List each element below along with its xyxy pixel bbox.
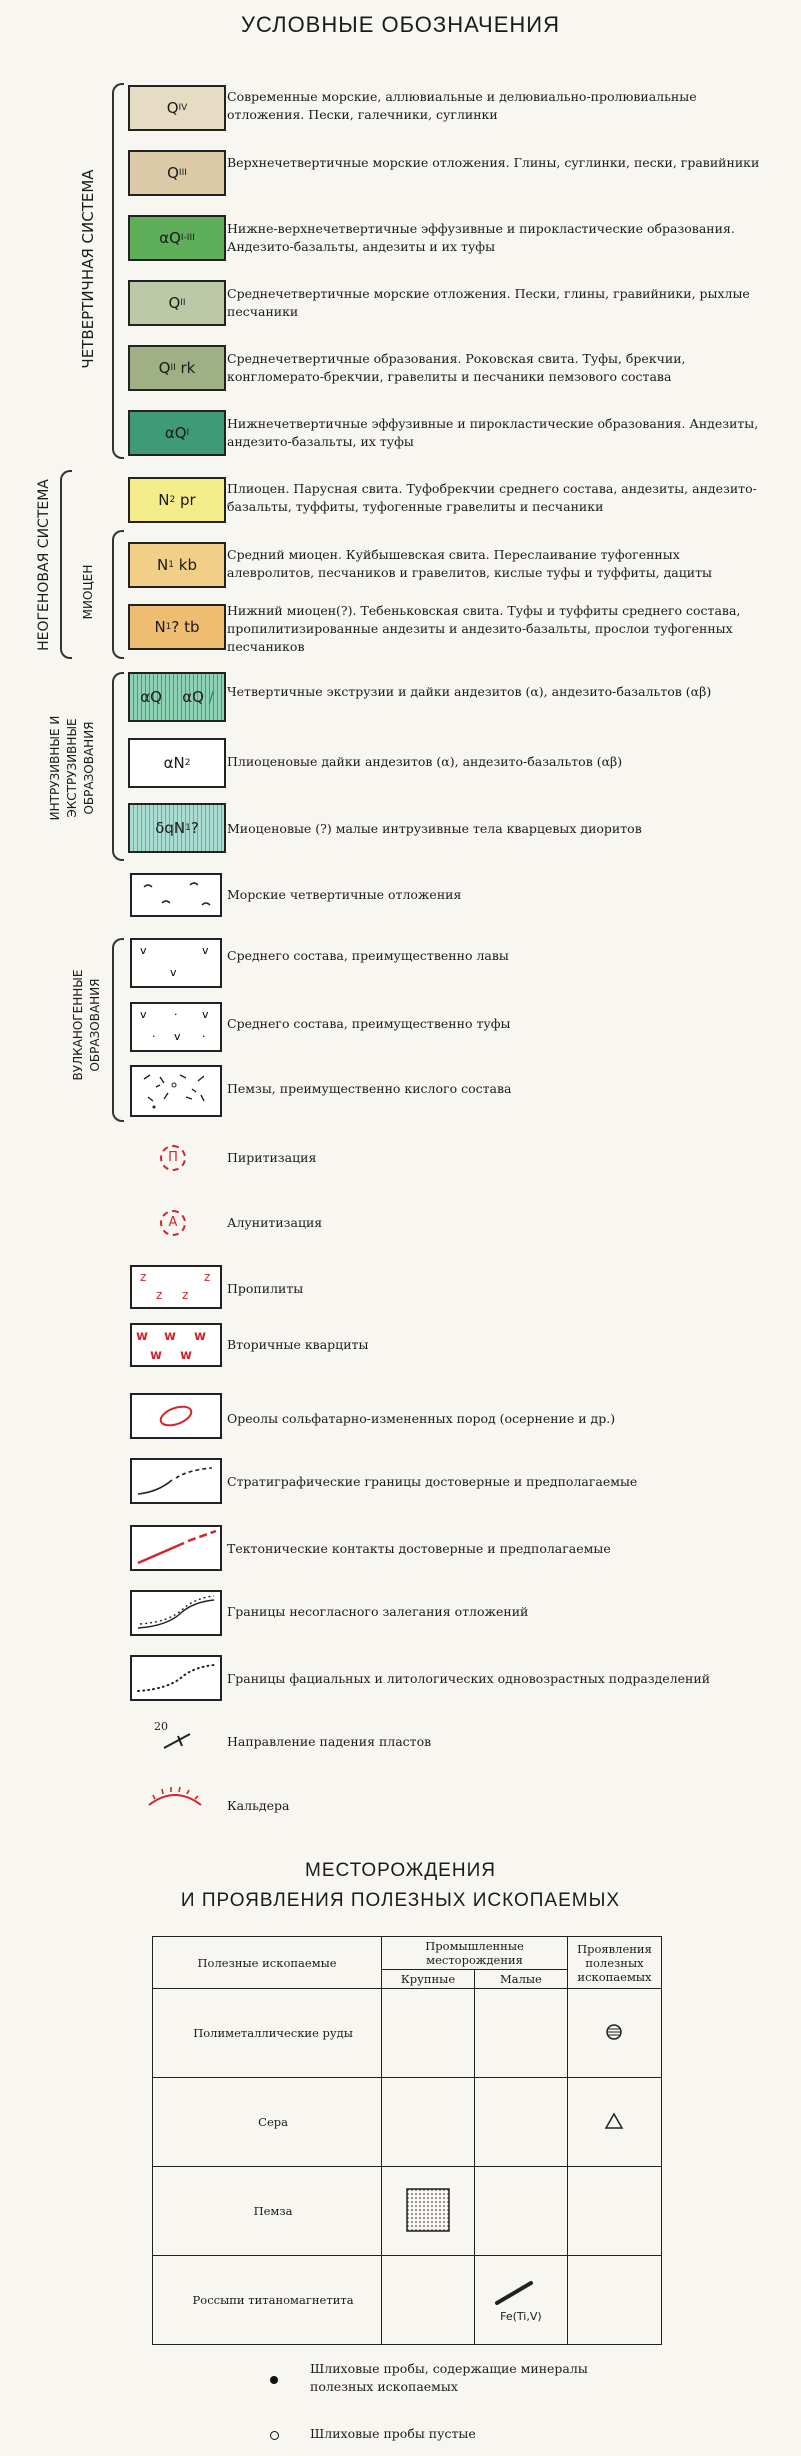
svg-text:w: w (136, 1329, 149, 1344)
table-row (153, 2256, 662, 2345)
swatch-aq1-3: αQ I-III (128, 215, 226, 261)
swatch-qii: Q II (128, 280, 226, 326)
cell-empty (382, 1989, 475, 2078)
lava-symbol (130, 938, 222, 988)
desc-facies: Границы фациальных и литологических одновозрастных подразделений (227, 1671, 711, 1686)
cell-empty (474, 1989, 567, 2078)
sample-filled-icon (270, 2376, 278, 2384)
desc-propylite: Пропилиты (227, 1281, 304, 1296)
pyrite-icon: П (160, 1145, 186, 1171)
desc-marine: Морские четвертичные отложения (227, 887, 462, 902)
swatch-qii-rk: Q II rk (128, 345, 226, 391)
swatch-aq1: αQ I (128, 410, 226, 456)
quaternary-label: ЧЕТВЕРТИЧНАЯ СИСТЕМА (79, 169, 97, 369)
cell-empty (382, 2256, 475, 2345)
svg-text:·: · (152, 1030, 156, 1043)
lava-v-icon (132, 940, 220, 986)
col-small: Малые (474, 1970, 567, 1989)
cell-empty (567, 2167, 661, 2256)
quaternary-bracket (112, 83, 124, 459)
col-occurrences: Проявления полезных ископаемых (567, 1937, 661, 1989)
desc-pyrite: Пиритизация (227, 1150, 317, 1165)
aq-dyke-label-b: αQ / (182, 688, 214, 706)
pumice-symbol (130, 1065, 222, 1117)
intrusive-label-text: ИНТРУЗИВНЫЕ И ЭКСТРУЗИВНЫЕ ОБРАЗОВАНИЯ (48, 715, 96, 821)
cell-empty (474, 2167, 567, 2256)
titanomagnetite-placer-icon (491, 2277, 551, 2307)
svg-text:v: v (174, 1030, 181, 1043)
unconformity-symbol (130, 1590, 222, 1636)
svg-text:v: v (202, 1008, 209, 1021)
desc-n1tb: Нижний миоцен(?). Тебеньковская свита. Туфы и туффиты среднего состава, пропилитизированные андезиты и андезито-базальты, прослои туфогенных песчаников (227, 603, 741, 654)
fe-label: Fe(Ti,V) (500, 2310, 542, 2323)
neogene-label-text: НЕОГЕНОВАЯ СИСТЕМА (36, 479, 52, 651)
swatch-n2pr: N 2 pr (128, 477, 226, 523)
dip-arrow-icon (150, 1720, 210, 1754)
row-sulfur: Сера (153, 2078, 382, 2167)
desc-caldera: Кальдера (227, 1798, 290, 1813)
desc-aq-extrusive: Четвертичные экструзии и дайки андезитов (α), андезито-базальтов (αβ) (227, 684, 712, 699)
miocene-label: МИОЦЕН (81, 564, 95, 620)
neogene-label (35, 470, 75, 660)
volcanic-label (70, 940, 110, 1110)
desc-halo: Ореолы сольфатарно-измененных пород (осернение и др.) (227, 1411, 616, 1426)
svg-text:w: w (150, 1348, 163, 1363)
swatch-n1kb: N 1 kb (128, 542, 226, 588)
deposits-table (152, 1936, 662, 2345)
swatch-aq-extrusive (128, 672, 226, 722)
alunite-icon: А (160, 1210, 186, 1236)
sulfur-icon-cell (567, 2078, 661, 2167)
col-industrial: Промышленные месторождения (382, 1937, 568, 1970)
desc-qii-rk: Среднечетвертичные образования. Роковская свита. Туфы, брекчии, конгломерато-брекчии, гравелиты и песчаники пемзового состава (227, 351, 686, 384)
desc-dqn1: Миоценовые (?) малые интрузивные тела кварцевых диоритов (227, 821, 642, 836)
polymetal-icon-cell (567, 1989, 661, 2078)
deposits-title-1: МЕСТОРОЖДЕНИЯ (305, 1860, 496, 1881)
svg-text:v: v (140, 1008, 147, 1021)
swatch-dqn1: δqN 1 ? (128, 803, 226, 853)
desc-tuff: Среднего состава, преимущественно туфы (227, 1016, 511, 1031)
svg-text:w: w (194, 1329, 207, 1344)
svg-text:v: v (202, 944, 209, 957)
marine-wave-icon (132, 875, 220, 915)
desc-alunite: Алунитизация (227, 1215, 323, 1230)
halo-symbol (130, 1393, 222, 1439)
row-polymetal: Полиметаллические руды (153, 1989, 382, 2078)
svg-text:z: z (140, 1270, 147, 1284)
volcanic-label-text: ВУЛКАНОГЕННЫЕ ОБРАЗОВАНИЯ (71, 969, 102, 1081)
desc-pumice: Пемзы, преимущественно кислого состава (227, 1081, 512, 1096)
desc-qii: Среднечетвертичные морские отложения. Пески, глины, гравийники, рыхлые песчаники (227, 286, 750, 319)
table-row (153, 2167, 662, 2256)
facies-dotted-icon (132, 1657, 220, 1699)
desc-aq1-3: Нижне-верхнечетвертичные эффузивные и пирокластические образования. Андезито-базальты, андезиты и их туфы (227, 221, 735, 254)
caldera-arc-icon (145, 1785, 205, 1809)
desc-unconformity: Границы несогласного залегания отложений (227, 1604, 529, 1619)
quartzite-symbol (130, 1323, 222, 1367)
desc-aq1: Нижнечетвертичные эффузивные и пирокластические образования. Андезиты, андезито-базальты, их туфы (227, 416, 759, 449)
facies-symbol (130, 1655, 222, 1701)
quartzite-w-icon (132, 1325, 220, 1365)
svg-text:·: · (174, 1008, 178, 1021)
pumice-fragments-icon (132, 1067, 220, 1115)
caldera-icon (145, 1785, 205, 1809)
tuff-symbol (130, 1002, 222, 1052)
tuff-dots-icon (132, 1004, 220, 1050)
legend-title: УСЛОВНЫЕ ОБОЗНАЧЕНИЯ (241, 12, 560, 37)
desc-qiii: Верхнечетвертичные морские отложения. Глины, суглинки, пески, гравийники (227, 155, 760, 170)
tectonic-symbol (130, 1525, 222, 1571)
dip-value: 20 (154, 1720, 168, 1733)
sample-empty-icon (270, 2431, 279, 2440)
sulfur-triangle-icon (604, 2112, 624, 2130)
svg-text:·: · (202, 1030, 206, 1043)
deposits-title-2: И ПРОЯВЛЕНИЯ ПОЛЕЗНЫХ ИСКОПАЕМЫХ (180, 1890, 621, 1911)
marine-symbol (130, 873, 222, 917)
desc-lava: Среднего состава, преимущественно лавы (227, 948, 509, 963)
row-titanomagnetite: Россыпи титаномагнетита (153, 2256, 382, 2345)
propylite-symbol (130, 1265, 222, 1309)
desc-quartzite: Вторичные кварциты (227, 1337, 369, 1352)
desc-an2: Плиоценовые дайки андезитов (α), андезито-базальтов (αβ) (227, 754, 623, 769)
swatch-n1tb: N 1 ? tb (128, 604, 226, 650)
volcanic-bracket (112, 938, 124, 1122)
strat-line-icon (132, 1460, 220, 1502)
table-row (153, 2078, 662, 2167)
swatch-qiii: Q III (128, 150, 226, 196)
strat-boundary-symbol (130, 1458, 222, 1504)
desc-qiv: Современные морские, аллювиальные и делювиально-пролювиальные отложения. Пески, галечники, суглинки (227, 89, 697, 122)
svg-text:w: w (164, 1329, 177, 1344)
svg-text:z: z (182, 1288, 189, 1302)
swatch-an2: αN 2 (128, 738, 226, 788)
halo-ellipse-icon (132, 1395, 220, 1437)
svg-text:z: z (156, 1288, 163, 1302)
desc-n2pr: Плиоцен. Парусная свита. Туфобрекчии среднего состава, андезиты, андезито-базальты, туффиты, туфогенные гравелиты и песчаники (227, 481, 757, 514)
col-minerals: Полезные ископаемые (153, 1937, 382, 1989)
desc-tectonic: Тектонические контакты достоверные и предполагаемые (227, 1541, 611, 1556)
svg-text:w: w (180, 1348, 193, 1363)
sample-filled-text: Шлиховые пробы, содержащие минералы полезных ископаемых (310, 2361, 588, 2394)
propylite-z-icon (132, 1267, 220, 1307)
sample-empty-text: Шлиховые пробы пустые (310, 2426, 476, 2441)
unconformity-line-icon (132, 1592, 220, 1634)
tectonic-line-icon (132, 1527, 220, 1569)
desc-dip: Направление падения пластов (227, 1734, 432, 1749)
aq-extrusive-label-a: αQ (140, 688, 162, 706)
cell-empty (382, 2078, 475, 2167)
desc-strat-boundary: Стратиграфические границы достоверные и предполагаемые (227, 1474, 638, 1489)
row-pumice: Пемза (153, 2167, 382, 2256)
cell-empty (474, 2078, 567, 2167)
miocene-bracket (112, 530, 124, 659)
intrusive-label (47, 678, 103, 858)
col-large: Крупные (382, 1970, 475, 1989)
polymetal-icon (605, 2023, 623, 2041)
dip-symbol (150, 1720, 210, 1754)
svg-text:v: v (170, 966, 177, 979)
swatch-qiv: Q IV (128, 85, 226, 131)
pumice-square-icon (406, 2188, 450, 2232)
cell-empty (567, 2256, 661, 2345)
desc-n1kb: Средний миоцен. Куйбышевская свита. Переслаивание туфогенных алевролитов, песчаников и гравелитов, кислые туфы и туффиты, дациты (227, 547, 712, 580)
svg-text:v: v (140, 944, 147, 957)
intrusive-bracket (112, 672, 124, 861)
pumice-icon-cell (382, 2167, 475, 2256)
titanomagnetite-icon-cell (474, 2256, 567, 2345)
svg-text:z: z (204, 1270, 211, 1284)
table-row (153, 1989, 662, 2078)
